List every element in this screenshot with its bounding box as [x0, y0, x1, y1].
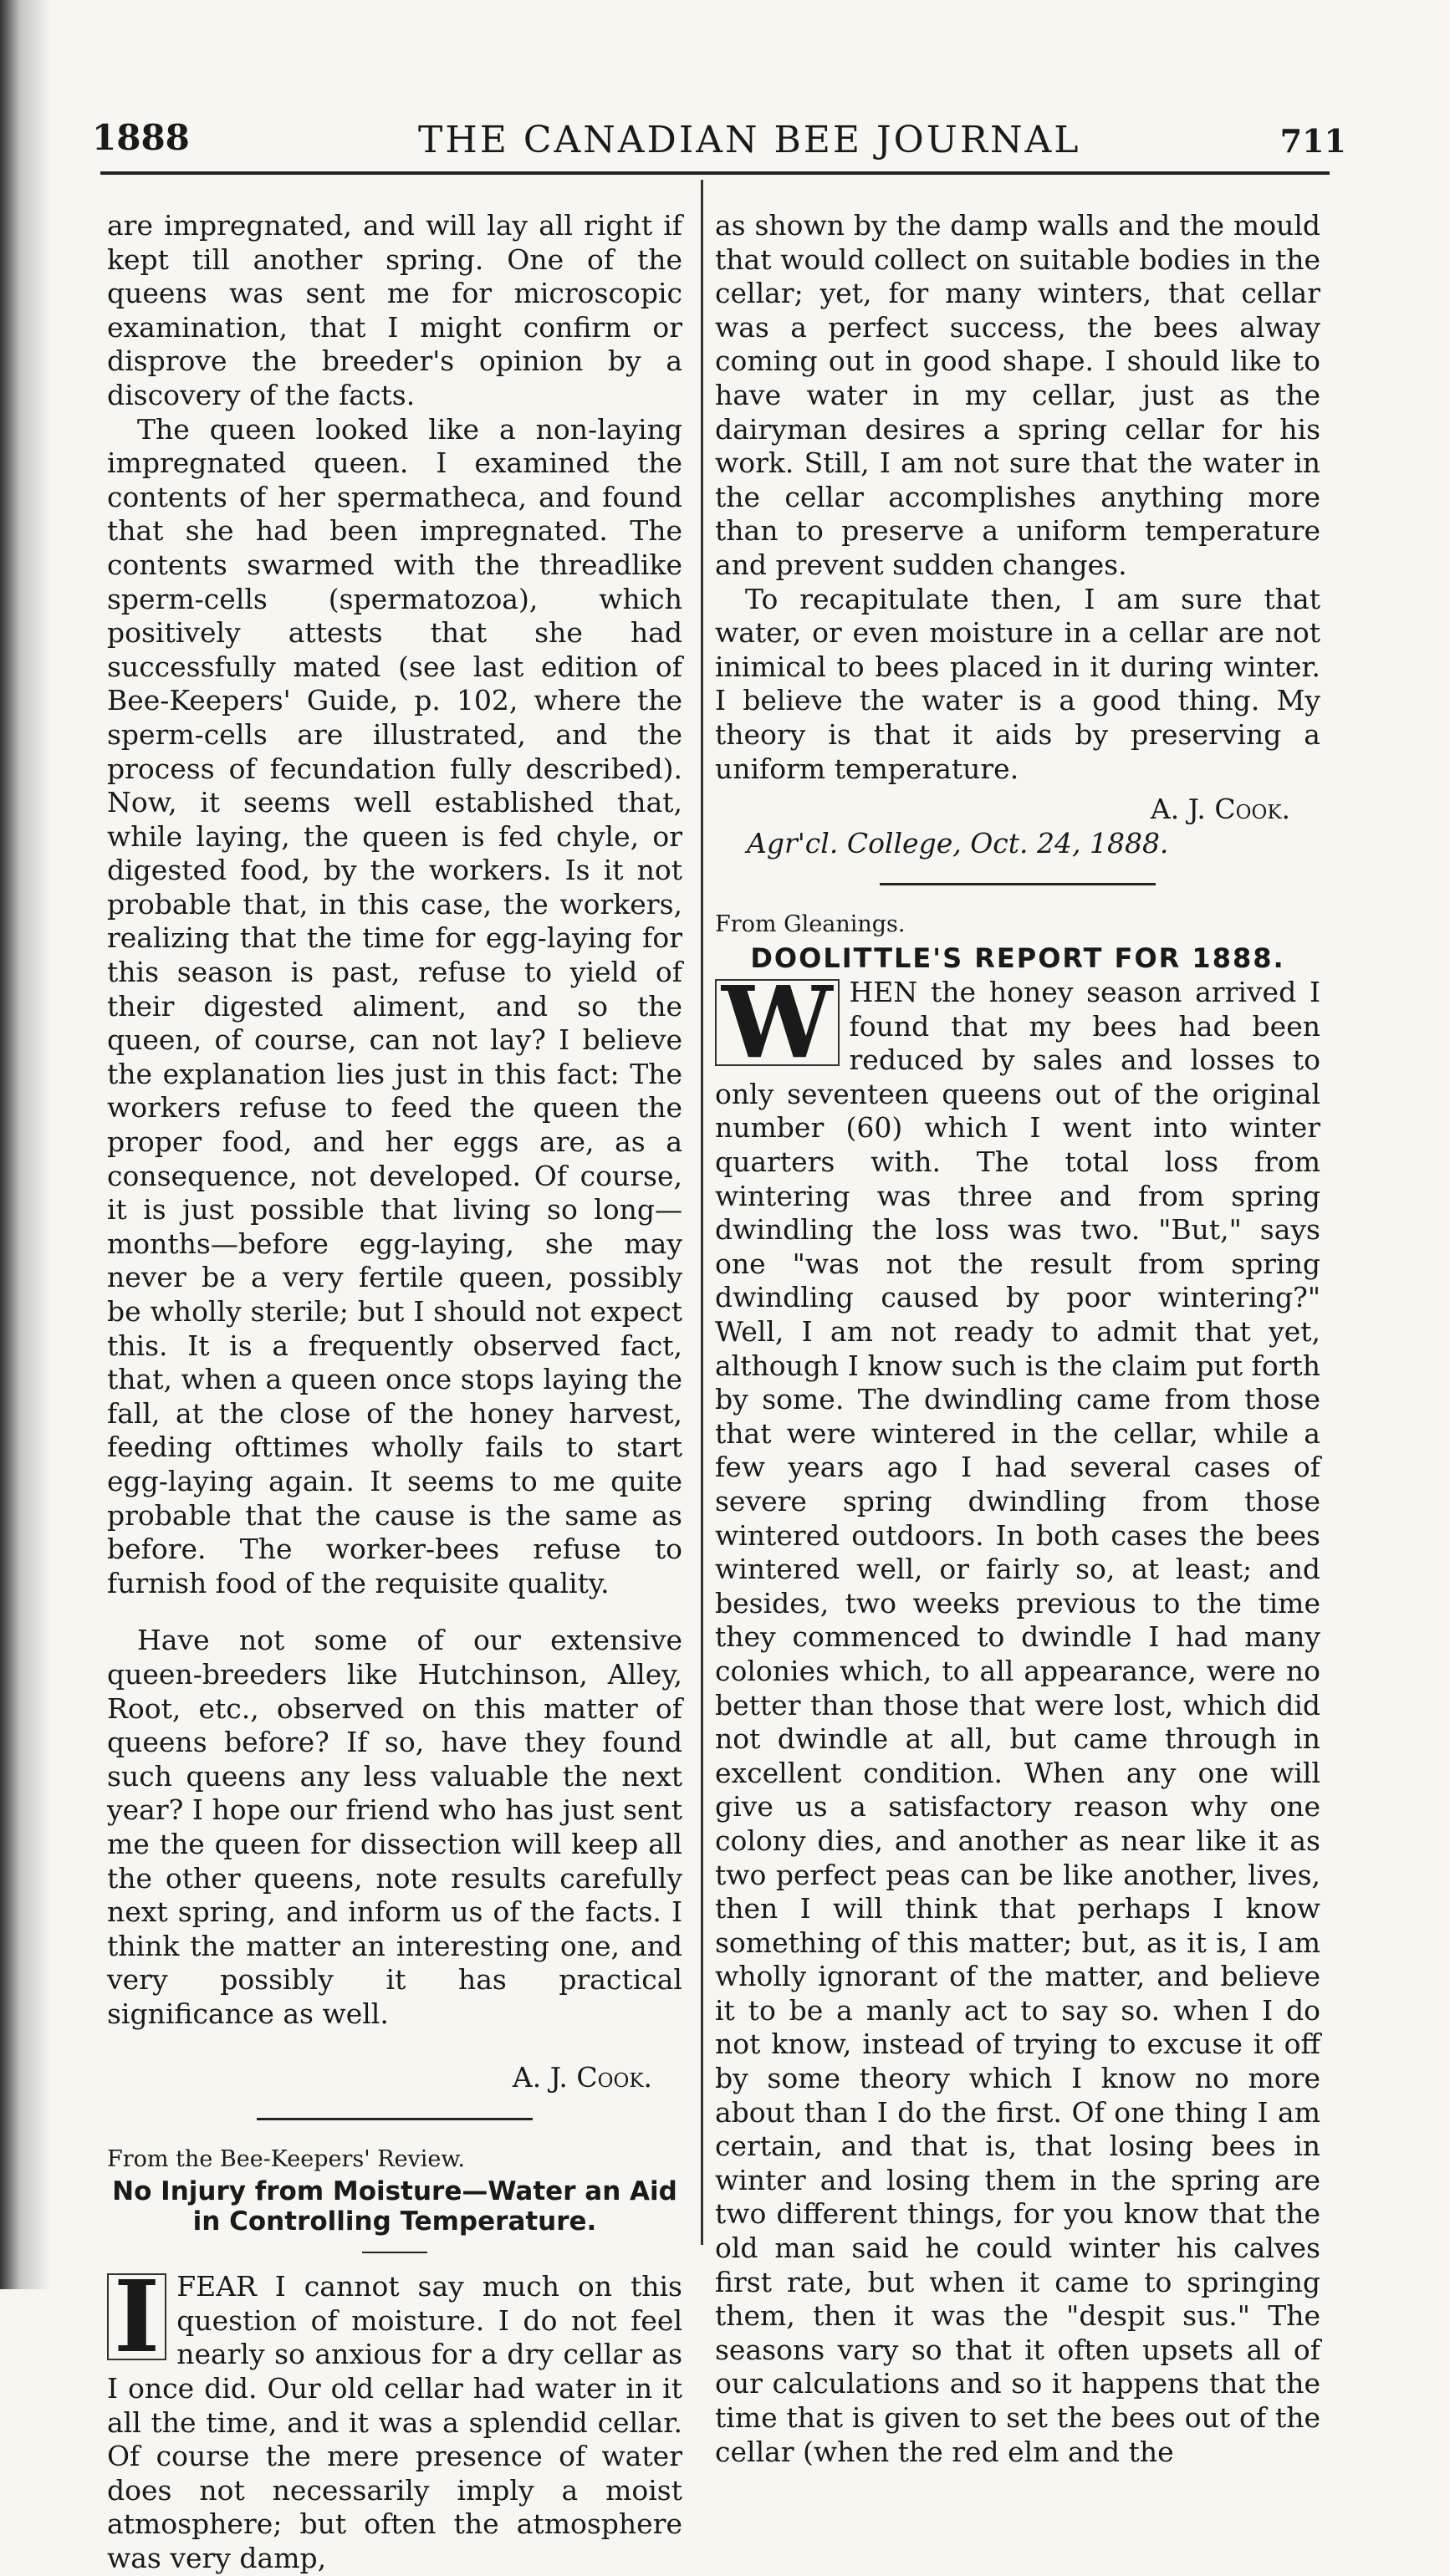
paragraph: as shown by the damp walls and the mould that would collect on suitable bodies in the cellar; yet, for many winters, that cellar was a perfect success, the bees alway coming out in good shape. I should like to have water in my cellar, just as the dairyman desires a spring cellar for his work. Still, I am not sure that the water in the cellar accomplishes anything more than to preserve a uniform temperature and prevent sudden changes. [715, 209, 1320, 581]
section-ornament [107, 2100, 682, 2135]
paragraph [715, 964, 1320, 2469]
article-heading: DOOLITTLE'S REPORT FOR 1888. [750, 942, 1285, 975]
paragraph: To recapitulate then, I am sure that water, or even moisture in a cellar are not inimical to bees placed in it during winter. I believe the water is a good thing. My theory is that it aids by preserving a uniform temperature. [715, 582, 1320, 785]
journal-title: THE CANADIAN BEE JOURNAL [418, 119, 1081, 161]
right-column [715, 209, 1320, 2469]
author-signature: A. J. Cook. [1150, 793, 1290, 826]
paragraph: Have not some of our extensive queen-breeders like Hutchinson, Alley, Root, etc., observed on this matter of queens before? If so, have they found such queens any less valuable the next year? I hope our friend who has just sent me the queen for dissection will keep all the other queens, note results carefully next spring, and inform us of the facts. I think the matter an interesting one, and very possibly it has practical significance as well. [107, 1624, 682, 2030]
header-rule [100, 171, 1330, 175]
header-year: 1888 [92, 117, 190, 158]
page-edge-shadow [0, 0, 50, 2289]
article-source: From Gleanings. [715, 911, 906, 937]
paragraph-text: HEN the honey season arrived I found that my bees had been reduced by sales and losses to only seventeen queens out of the original number (60) which I went into winter quarters with. The total loss from wintering was three and from spring dwindling the loss was two. "But," says one "was not the result from spring dwindling caused by poor wintering?" Well, I am not ready to admit that yet, although I know such is the claim put forth by some. The dwindling came from those that were wintered in the cellar, while a few years ago I had several cases of severe spring dwindling from those wintered outdoors. In both cases the bees wintered well, or fairly so, at least; and besides, two weeks previous to the time they commenced to dwindle I had many colonies which, to all appearance, were no better than those that were lost, which did not dwindle at all, but came through in excellent condition. When any one will give us a satisfactory reason why one colony dies, and another as near like it as two perfect peas can be like another, lives, then I will think that perhaps I know something of this matter; but, as it is, I am wholly ignorant of the matter, and believe it to be a manly act to say so. when I do not know, instead of trying to excuse it off by some theory which I know no more about than I do the first. Of one thing I am certain, and that is, that losing bees in winter and losing them in the spring are two different things, for you know that the old man said he could winter his calves first rate, but when it came to springing them, then it was the "despit sus." The seasons vary so that it often upsets all of our calculations and so it happens that the time that is given to set the bees out of the cellar (when the red elm and the [715, 976, 1320, 2468]
column-divider [701, 180, 703, 2245]
article-source: From the Bee-Keepers' Review. [107, 2145, 465, 2172]
drop-cap: W [715, 979, 840, 1066]
running-header [92, 117, 1346, 176]
author-signature: A. J. Cook. [512, 2061, 652, 2094]
paragraph: are impregnated, and will lay all right if kept till another spring. One of the queens was sent me for microscopic examination, that I might confirm or disprove the breeder's opinion by a discovery of the facts. [107, 209, 682, 411]
paragraph [107, 2258, 682, 2575]
page-number: 711 [1279, 122, 1346, 160]
paragraph-text: FEAR I cannot say much on this question of moisture. I do not feel nearly so anxious for a dry cellar as I once did. Our old cellar had water in it all the time, and it was a splendid cellar. Of course the mere presence of water does not necessarily imply a moist atmosphere; but often the atmosphere was very damp, [107, 2270, 682, 2574]
paragraph: The queen looked like a non-laying impregnated queen. I examined the contents of her spermatheca, and found that she had been impregnated. The contents swarmed with the threadlike sperm-cells (spermatozoa), which positively attests that she had successfully mated (see last edition of Bee-Keepers' Guide, p. 102, where the sperm-cells are illustrated, and the process of fecundation fully described). Now, it seems well established that, while laying, the queen is fed chyle, or digested food, by the workers. Is it not probable that, in this case, the workers, realizing that the time for egg-laying for this season is past, refuse to yield of their digested aliment, and so the queen, of course, can not lay? I believe the explanation lies just in this fact: The workers refuse to feed the queen the proper food, and her eggs are, as a consequence, not developed. Of course, it is just possible that living so long—months—before egg-laying, she may never be a very fertile queen, possibly be wholly sterile; but I should not expect this. It is a frequently observed fact, that, when a queen once stops laying the fall, at the close of the honey harvest, feeding ofttimes wholly fails to start egg-laying again. It seems to me quite probable that the cause is the same as before. The worker-bees refuse to furnish food of the requisite quality. [107, 412, 682, 1599]
left-column [107, 209, 682, 2576]
dateline: Agr'cl. College, Oct. 24, 1888. [747, 826, 1169, 860]
heading-rule [362, 2252, 427, 2253]
drop-cap: I [107, 2273, 166, 2360]
section-ornament [715, 865, 1320, 900]
article-heading: No Injury from Moisture—Water an Aid in Controlling Temperature. [112, 2176, 677, 2237]
